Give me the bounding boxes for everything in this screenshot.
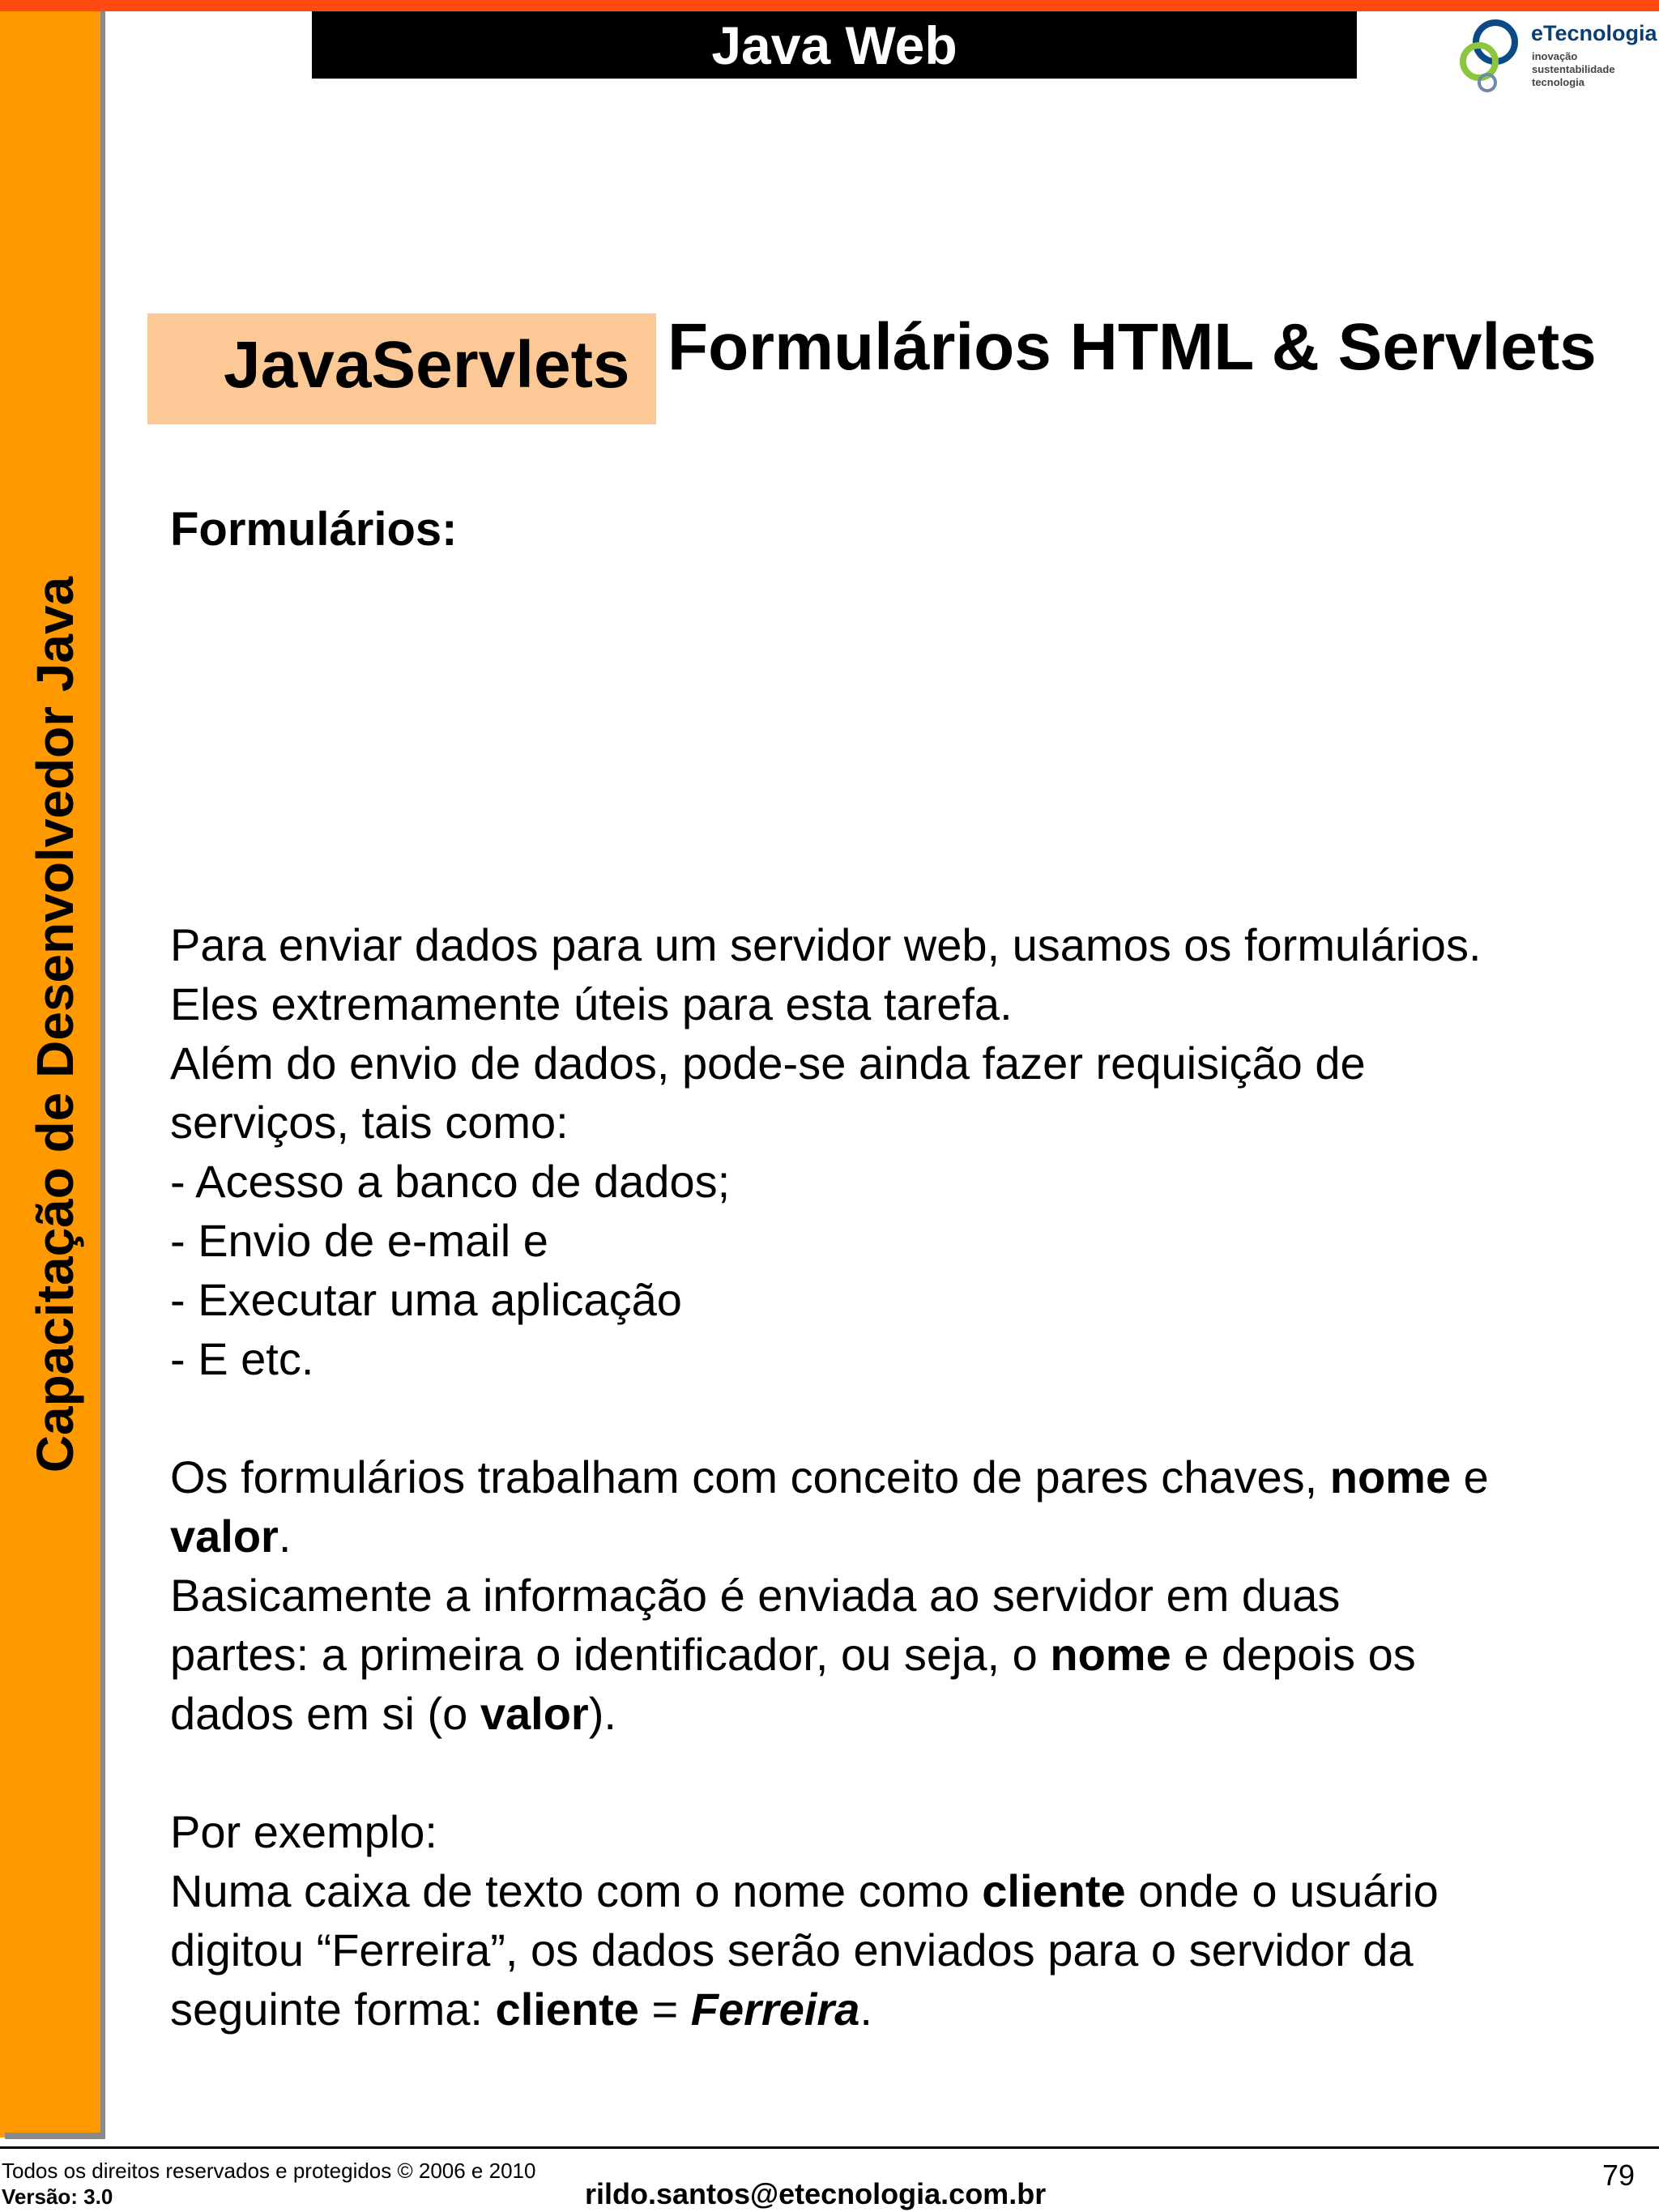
footer-email: rildo.santos@etecnologia.com.br xyxy=(585,2177,1047,2210)
logo-name: eTecnologia xyxy=(1531,21,1657,45)
list-item: - Executar uma aplicação xyxy=(170,1274,682,1325)
list-item: - E etc. xyxy=(170,1333,314,1384)
list-item: - Envio de e-mail e xyxy=(170,1215,548,1266)
subheading: Formulários: xyxy=(170,503,458,556)
footer-copyright: Todos os direitos reservados e protegidos © 2006 e 2010 xyxy=(2,2159,536,2183)
logo-tagline-1: inovação xyxy=(1532,50,1578,62)
body-line xyxy=(170,1684,1636,1743)
paragraph-gap xyxy=(170,1743,1636,1802)
etecnologia-logo xyxy=(1450,18,1659,95)
text-run: dados em si (o xyxy=(170,1688,480,1739)
text-run: seguinte forma: xyxy=(170,1984,496,2035)
body-line xyxy=(170,1625,1636,1684)
text-run: . xyxy=(859,1984,872,2035)
slide-title: Formulários HTML & Servlets xyxy=(667,310,1597,384)
logo-tagline-3: tecnologia xyxy=(1532,76,1585,88)
sidebar-bottom-shadow xyxy=(5,2133,105,2139)
body-line: Eles extremamente úteis para esta tarefa. xyxy=(170,978,1013,1029)
header-title: Java Web xyxy=(711,15,957,75)
section-label: JavaServlets xyxy=(224,328,630,402)
logo-tagline-2: sustentabilidade xyxy=(1532,63,1615,75)
sidebar-shadow xyxy=(100,11,105,2137)
body-line xyxy=(170,1507,1636,1566)
body-line xyxy=(170,1447,1636,1507)
body-line: Por exemplo: xyxy=(170,1806,437,1857)
text-run: onde o usuário xyxy=(1125,1865,1439,1916)
bold-italic-term-ferreira: Ferreira xyxy=(690,1984,860,2035)
body-text xyxy=(170,915,1636,2039)
body-line xyxy=(170,1980,1636,2039)
paragraph-gap xyxy=(170,1388,1636,1447)
footer-divider xyxy=(0,2146,1659,2149)
logo-rings-icon xyxy=(1450,18,1531,95)
body-line: Para enviar dados para um servidor web, usamos os formulários. xyxy=(170,919,1482,970)
bold-term-nome: nome xyxy=(1329,1451,1452,1502)
text-run: ). xyxy=(588,1688,616,1739)
text-run: Numa caixa de texto com o nome como xyxy=(170,1865,983,1916)
text-run: partes: a primeira o identificador, ou seja, o xyxy=(170,1629,1051,1680)
text-run: e depois os xyxy=(1171,1629,1416,1680)
body-line: serviços, tais como: xyxy=(170,1097,569,1148)
header-bar xyxy=(312,11,1357,79)
bold-term-nome: nome xyxy=(1050,1629,1171,1680)
footer-version: Versão: 3.0 xyxy=(2,2184,113,2209)
text-run: e xyxy=(1451,1451,1489,1502)
text-run: = xyxy=(638,1984,691,2035)
body-line: digitou “Ferreira”, os dados serão enviados para o servidor da xyxy=(170,1924,1414,1975)
page-number: 79 xyxy=(1601,2159,1635,2192)
body-line: Basicamente a informação é enviada ao servidor em duas xyxy=(170,1570,1341,1621)
body-line: Além do envio de dados, pode-se ainda fazer requisição de xyxy=(170,1038,1366,1089)
sidebar-course-title: Capacitação de Desenvolvedor Java xyxy=(26,576,84,1473)
body-line xyxy=(170,1861,1636,1920)
text-run: Os formulários trabalham com conceito de pares chaves, xyxy=(170,1451,1330,1502)
bold-term-valor: valor xyxy=(480,1688,589,1739)
bold-term-cliente: cliente xyxy=(495,1984,639,2035)
top-accent-bar xyxy=(0,0,1659,11)
bold-term-valor: valor xyxy=(170,1511,279,1562)
list-item: - Acesso a banco de dados; xyxy=(170,1156,731,1207)
text-run: . xyxy=(278,1511,292,1562)
bold-term-cliente: cliente xyxy=(982,1865,1126,1916)
